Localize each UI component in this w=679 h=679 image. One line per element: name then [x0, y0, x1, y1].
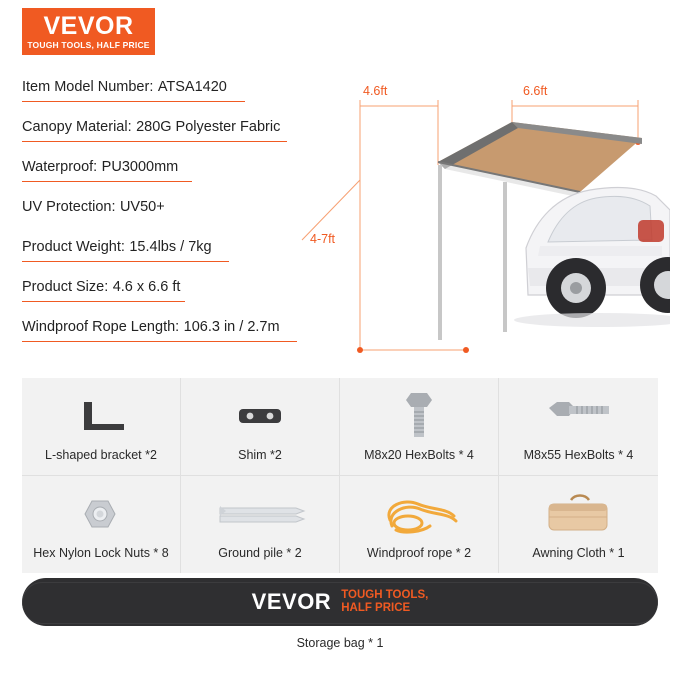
shim-icon: [229, 390, 291, 442]
ground-pile-icon: [212, 488, 308, 540]
part-item: [22, 476, 181, 574]
spec-underline: [22, 181, 192, 182]
part-item: [499, 378, 658, 476]
spec-label: Product Size:: [22, 279, 109, 295]
logo-tagline: TOUGH TOOLS, HALF PRICE: [27, 40, 150, 50]
spec-label: Item Model Number:: [22, 79, 154, 95]
windproof-rope-icon: [374, 488, 464, 540]
spec-underline: [22, 141, 287, 142]
spec-underline: [22, 301, 185, 302]
hex-nylon-lock-nut-icon: [78, 488, 124, 540]
part-label: Awning Cloth * 1: [532, 546, 625, 561]
part-label: Hex Nylon Lock Nuts * 8: [33, 546, 169, 561]
spec-label: UV Protection:: [22, 199, 116, 215]
hex-bolt-m8x55-icon: [543, 390, 615, 442]
spec-label: Waterproof:: [22, 159, 98, 175]
part-item: [340, 378, 499, 476]
spec-underline: [22, 101, 245, 102]
part-item: [22, 378, 181, 476]
awning-vehicle-diagram: [290, 70, 670, 360]
spec-value: 4.6 x 6.6 ft: [112, 279, 181, 295]
spec-label: Canopy Material:: [22, 119, 132, 135]
spec-underline: [22, 341, 297, 342]
dimension-label-length: 6.6ft: [523, 84, 548, 98]
spec-value: 15.4lbs / 7kg: [129, 239, 212, 255]
storage-bag-section: [22, 578, 658, 650]
storage-bag-tagline-1: TOUGH TOOLS,: [341, 589, 429, 601]
part-label: Shim *2: [238, 448, 282, 463]
l-bracket-icon: [70, 390, 132, 442]
spec-label: Product Weight:: [22, 239, 125, 255]
spec-value: 280G Polyester Fabric: [136, 119, 281, 135]
spec-value: ATSA1420: [157, 79, 227, 95]
hex-bolt-m8x20-icon: [399, 390, 439, 442]
part-label: Windproof rope * 2: [366, 546, 472, 561]
part-item: [340, 476, 499, 574]
vevor-logo: [22, 8, 155, 55]
part-item: [181, 378, 340, 476]
spec-value: 106.3 in / 2.7m: [183, 319, 280, 335]
awning-cloth-icon: [539, 488, 619, 540]
logo-wordmark: VEVOR: [43, 12, 134, 40]
spec-label: Windproof Rope Length:: [22, 319, 180, 335]
part-label: M8x55 HexBolts * 4: [523, 448, 634, 463]
included-parts-panel: [22, 378, 658, 573]
part-label: L-shaped bracket *2: [45, 448, 157, 463]
part-item: [499, 476, 658, 574]
storage-bag-brand: VEVOR: [251, 589, 332, 614]
spec-underline: [22, 261, 229, 262]
storage-bag: [22, 578, 658, 626]
dimension-label-width: 4.6ft: [363, 84, 388, 98]
product-illustration: [290, 70, 670, 360]
dimension-label-height: 4-7ft: [310, 232, 336, 246]
storage-bag-tagline-2: HALF PRICE: [341, 602, 411, 614]
part-item: [181, 476, 340, 574]
spec-value: UV50+: [119, 199, 165, 215]
spec-value: PU3000mm: [101, 159, 179, 175]
part-label: Ground pile * 2: [218, 546, 302, 561]
part-label: M8x20 HexBolts * 4: [364, 448, 474, 463]
storage-bag-caption: Storage bag * 1: [296, 636, 384, 650]
